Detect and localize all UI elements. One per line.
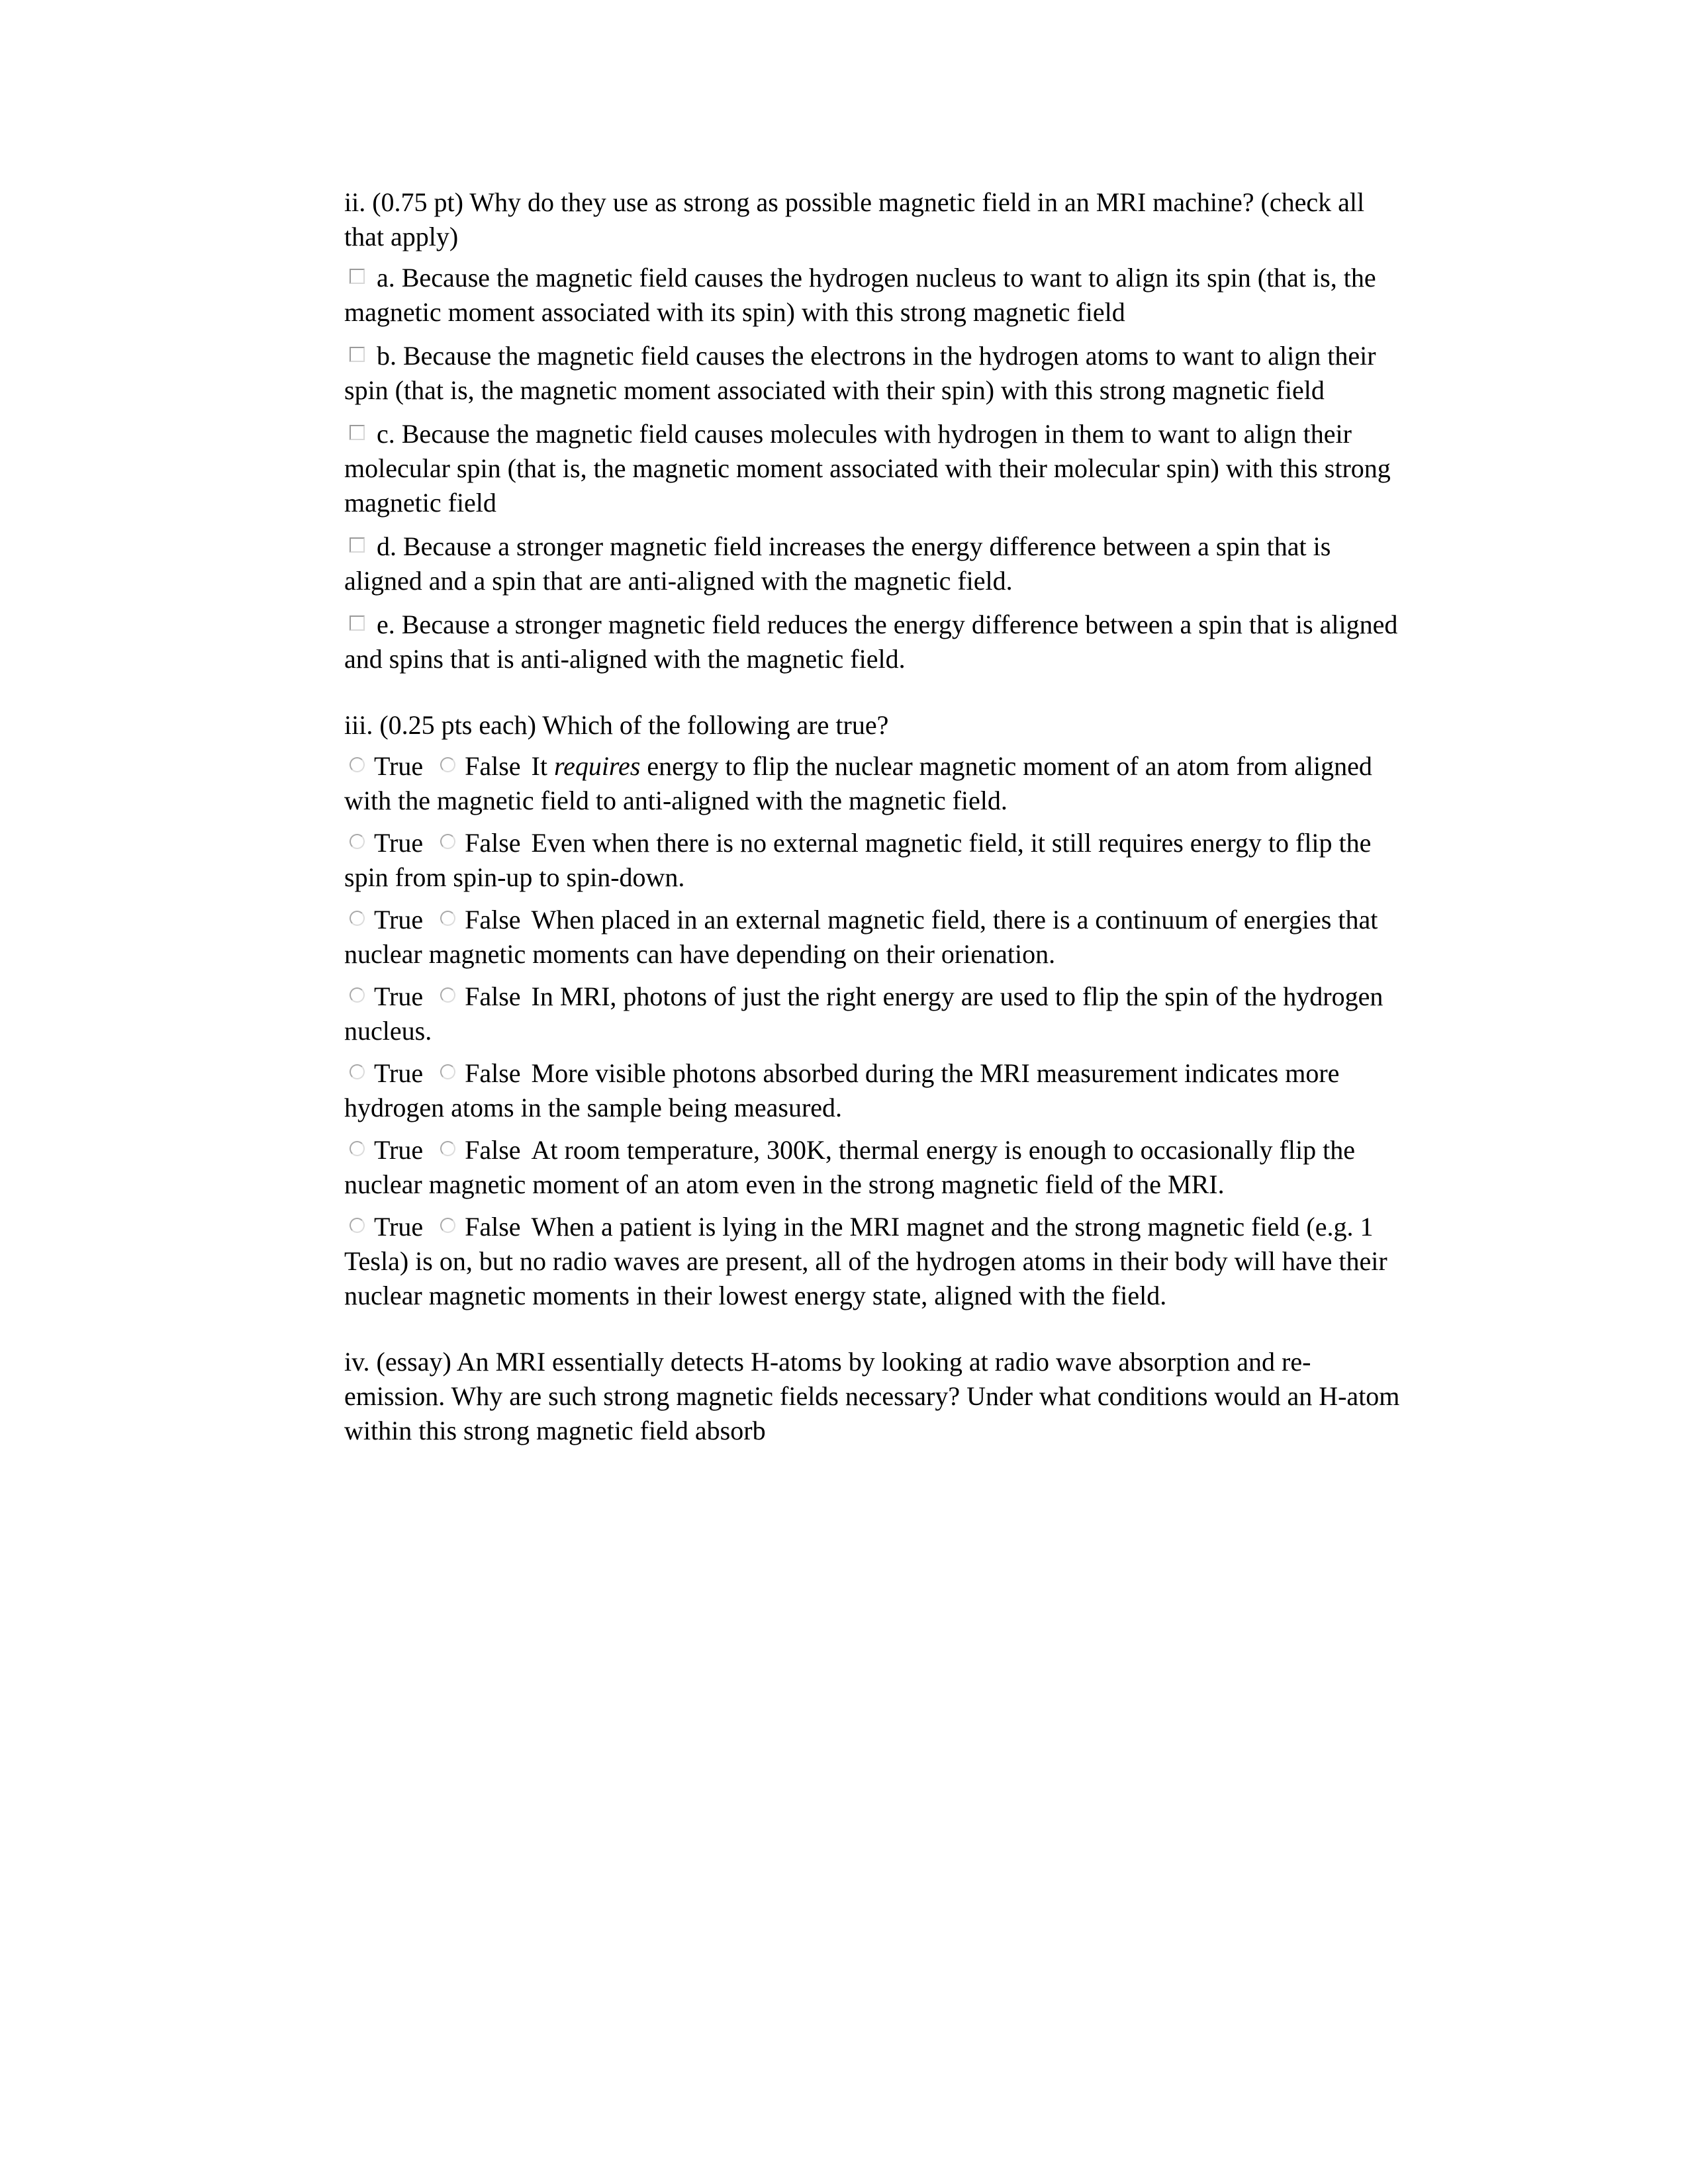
radio-false-icon[interactable]	[440, 757, 455, 772]
question-ii-prompt: ii. (0.75 pt) Why do they use as strong as possible magnetic field in an MRI machine? (check all that apply)	[344, 187, 1365, 251]
statement-7-text: When a patient is lying in the MRI magnet and the strong magnetic field (e.g. 1 Tesla) is on, but no radio waves are present, all of the hydrogen atoms in their body will have their nuclear magnetic moments in their lowest energy state, aligned with the field.	[344, 1212, 1387, 1310]
statement-5-text: More visible photons absorbed during the MRI measurement indicates more hydrogen atoms in the sample being measured.	[344, 1058, 1340, 1122]
true-radio-wrap[interactable]	[350, 1135, 365, 1165]
true-false-row-3[interactable]	[344, 903, 1403, 972]
false-label: False	[465, 828, 521, 858]
checkbox-option-c[interactable]	[344, 417, 1403, 520]
true-label: True	[374, 1212, 424, 1242]
true-radio-wrap[interactable]	[350, 828, 365, 858]
radio-true-icon[interactable]	[350, 1141, 365, 1156]
radio-true-icon[interactable]	[350, 834, 365, 849]
statement-1-emphasis: requires	[553, 751, 641, 781]
checkbox-icon[interactable]	[350, 615, 365, 631]
statement-4-text: In MRI, photons of just the right energy are used to flip the spin of the hydrogen nucleus.	[344, 981, 1383, 1046]
checkbox-icon[interactable]	[350, 425, 365, 440]
true-radio-wrap[interactable]	[350, 751, 365, 781]
radio-false-icon[interactable]	[440, 1141, 455, 1156]
question-iii-prompt: iii. (0.25 pts each) Which of the following are true?	[344, 710, 889, 740]
statement-6-text: At room temperature, 300K, thermal energy is enough to occasionally flip the nuclear magnetic moment of an atom even in the strong magnetic field of the MRI.	[344, 1135, 1356, 1199]
false-label: False	[465, 905, 521, 934]
true-label: True	[374, 981, 424, 1011]
true-radio-wrap[interactable]	[350, 1058, 365, 1088]
checkbox-option-e-label: e. Because a stronger magnetic field reduces the energy difference between a spin that is aligned and spins that is anti-aligned with the magnetic field.	[344, 610, 1398, 674]
radio-false-icon[interactable]	[440, 834, 455, 849]
radio-false-icon[interactable]	[440, 1064, 455, 1079]
checkbox-option-a[interactable]	[344, 261, 1403, 330]
true-false-row-2[interactable]	[344, 826, 1403, 895]
statement-2-text: Even when there is no external magnetic field, it still requires energy to flip the spin from spin-up to spin-down.	[344, 828, 1372, 892]
radio-false-icon[interactable]	[440, 911, 455, 926]
radio-true-icon[interactable]	[350, 911, 365, 926]
radio-true-icon[interactable]	[350, 1064, 365, 1079]
false-label: False	[465, 981, 521, 1011]
checkbox-icon[interactable]	[350, 269, 365, 284]
true-false-row-4[interactable]	[344, 979, 1403, 1048]
true-false-row-7[interactable]	[344, 1210, 1403, 1313]
radio-true-icon[interactable]	[350, 1218, 365, 1233]
checkbox-option-d[interactable]	[344, 529, 1403, 598]
true-radio-wrap[interactable]	[350, 981, 365, 1011]
checkbox-option-a-label: a. Because the magnetic field causes the hydrogen nucleus to want to align its spin (that is, the magnetic moment associated with its spin) with this strong magnetic field	[344, 263, 1376, 327]
true-label: True	[374, 1135, 424, 1165]
statement-3-text: When placed in an external magnetic field, there is a continuum of energies that nuclear magnetic moments can have depending on their orienation.	[344, 905, 1378, 969]
checkbox-icon[interactable]	[350, 537, 365, 553]
false-label: False	[465, 1212, 521, 1242]
false-label: False	[465, 1135, 521, 1165]
true-label: True	[374, 751, 424, 781]
true-label: True	[374, 828, 424, 858]
radio-true-icon[interactable]	[350, 987, 365, 1003]
true-label: True	[374, 905, 424, 934]
true-radio-wrap[interactable]	[350, 1212, 365, 1242]
checkbox-option-b[interactable]	[344, 339, 1403, 408]
radio-false-icon[interactable]	[440, 987, 455, 1003]
true-label: True	[374, 1058, 424, 1088]
radio-false-icon[interactable]	[440, 1218, 455, 1233]
checkbox-option-d-label: d. Because a stronger magnetic field increases the energy difference between a spin that is aligned and a spin that are anti-aligned with the magnetic field.	[344, 531, 1331, 596]
false-label: False	[465, 1058, 521, 1088]
statement-1-pre: It	[531, 751, 554, 781]
true-false-row-5[interactable]	[344, 1056, 1403, 1125]
true-radio-wrap[interactable]	[350, 905, 365, 934]
checkbox-option-c-label: c. Because the magnetic field causes molecules with hydrogen in them to want to align their molecular spin (that is, the magnetic moment associated with their molecular spin) with this strong magnetic field	[344, 419, 1391, 518]
false-label: False	[465, 751, 521, 781]
statement-1-post: energy to flip the nuclear magnetic moment of an atom from aligned with the magnetic field to anti-aligned with the magnetic field.	[344, 751, 1372, 815]
true-false-row-6[interactable]	[344, 1133, 1403, 1202]
checkbox-option-b-label: b. Because the magnetic field causes the electrons in the hydrogen atoms to want to align their spin (that is, the magnetic moment associated with their spin) with this strong magnetic field	[344, 341, 1376, 405]
document-body	[344, 185, 1403, 1457]
radio-true-icon[interactable]	[350, 757, 365, 772]
checkbox-option-e[interactable]	[344, 608, 1403, 676]
question-iv-prompt: iv. (essay) An MRI essentially detects H-atoms by looking at radio wave absorption and re-emission. Why are such strong magnetic fields necessary? Under what conditions would an H-atom within this strong magnetic field absorb	[344, 1347, 1400, 1445]
true-false-row-1[interactable]	[344, 749, 1403, 818]
checkbox-icon[interactable]	[350, 347, 365, 362]
